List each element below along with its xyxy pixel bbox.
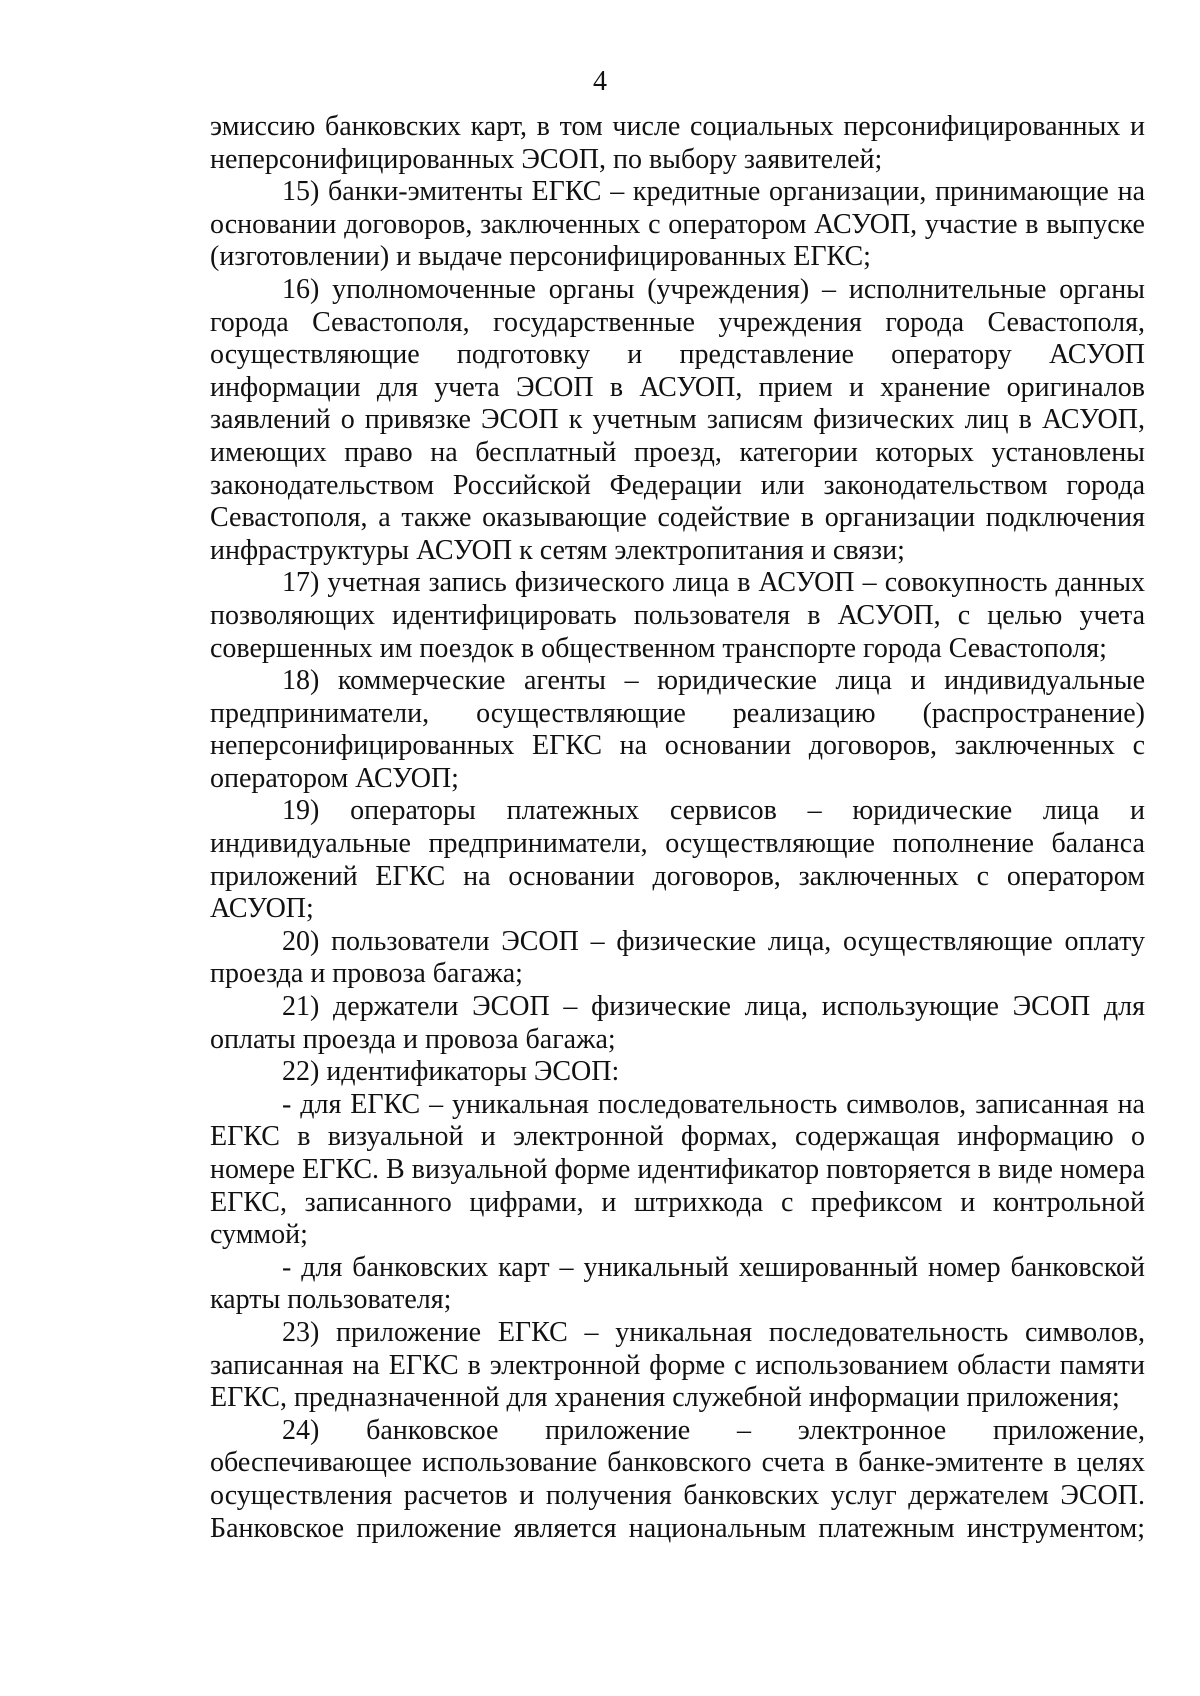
document-body xyxy=(210,111,1145,1545)
paragraph-item-20: 20) пользователи ЭСОП – физические лица, осуществляющие оплату проезда и провоза багажа; xyxy=(210,925,1145,990)
paragraph-continuation: эмиссию банковских карт, в том числе социальных персонифицированных и неперсонифицированных ЭСОП, по выбору заявителей; xyxy=(210,111,1145,175)
paragraph-item-19: 19) операторы платежных сервисов – юридические лица и индивидуальные предприниматели, осуществляющие пополнение баланса приложений ЕГКС на основании договоров, заключенных с оператором АСУОП; xyxy=(210,795,1145,925)
paragraph-item-18: 18) коммерческие агенты – юридические лица и индивидуальные предприниматели, осуществляющие реализацию (распространение) неперсонифицированных ЕГКС на основании договоров, заключенных с оператором АСУОП; xyxy=(210,665,1145,794)
paragraph-item-15: 15) банки-эмитенты ЕГКС – кредитные организации, принимающие на основании договоров, заключенных с оператором АСУОП, участие в выпуске (изготовлении) и выдаче персонифицированных ЕГКС; xyxy=(210,176,1145,273)
paragraph-item-22-bank-cards: - для банковских карт – уникальный хешированный номер банковской карты пользователя; xyxy=(210,1251,1145,1316)
paragraph-item-17: 17) учетная запись физического лица в АСУОП – совокупность данных позволяющих идентифицировать пользователя в АСУОП, с целью учета совершенных им поездок в общественном транспорте города Севастополя; xyxy=(210,567,1145,664)
paragraph-item-22-egks: - для ЕГКС – уникальная последовательность символов, записанная на ЕГКС в визуальной и электронной формах, содержащая информацию о номере ЕГКС. В визуальной форме идентификатор повторяется в виде номера ЕГКС, записанного цифрами, и штрихкода с префиксом и контрольной суммой; xyxy=(210,1088,1145,1251)
paragraph-item-22: 22) идентификаторы ЭСОП: xyxy=(282,1056,620,1088)
page-number: 4 xyxy=(593,66,607,97)
paragraph-item-16: 16) уполномоченные органы (учреждения) – исполнительные органы города Севастополя, государственные учреждения города Севастополя, осуществляющие подготовку и представление оператору АСУОП информации для учета ЭСОП в АСУОП, прием и хранение оригиналов заявлений о привязке ЭСОП к учетным записям физических лиц в АСУОП, имеющих право на бесплатный проезд, категории которых установлены законодательством Российской Федерации или законодательством города Севастополя, а также оказывающие содействие в организации подключения инфраструктуры АСУОП к сетям электропитания и связи; xyxy=(210,273,1145,566)
paragraph-item-23: 23) приложение ЕГКС – уникальная последовательность символов, записанная на ЕГКС в электронной форме с использованием области памяти ЕГКС, предназначенной для хранения служебной информации приложения; xyxy=(210,1316,1145,1414)
paragraph-item-21: 21) держатели ЭСОП – физические лица, использующие ЭСОП для оплаты проезда и провоза багажа; xyxy=(210,991,1145,1055)
paragraph-item-24: 24) банковское приложение – электронное приложение, обеспечивающее использование банковского счета в банке-эмитенте в целях осуществления расчетов и получения банковских услуг держателем ЭСОП. Банковское приложение является национальным платежным инструментом; xyxy=(210,1414,1145,1544)
